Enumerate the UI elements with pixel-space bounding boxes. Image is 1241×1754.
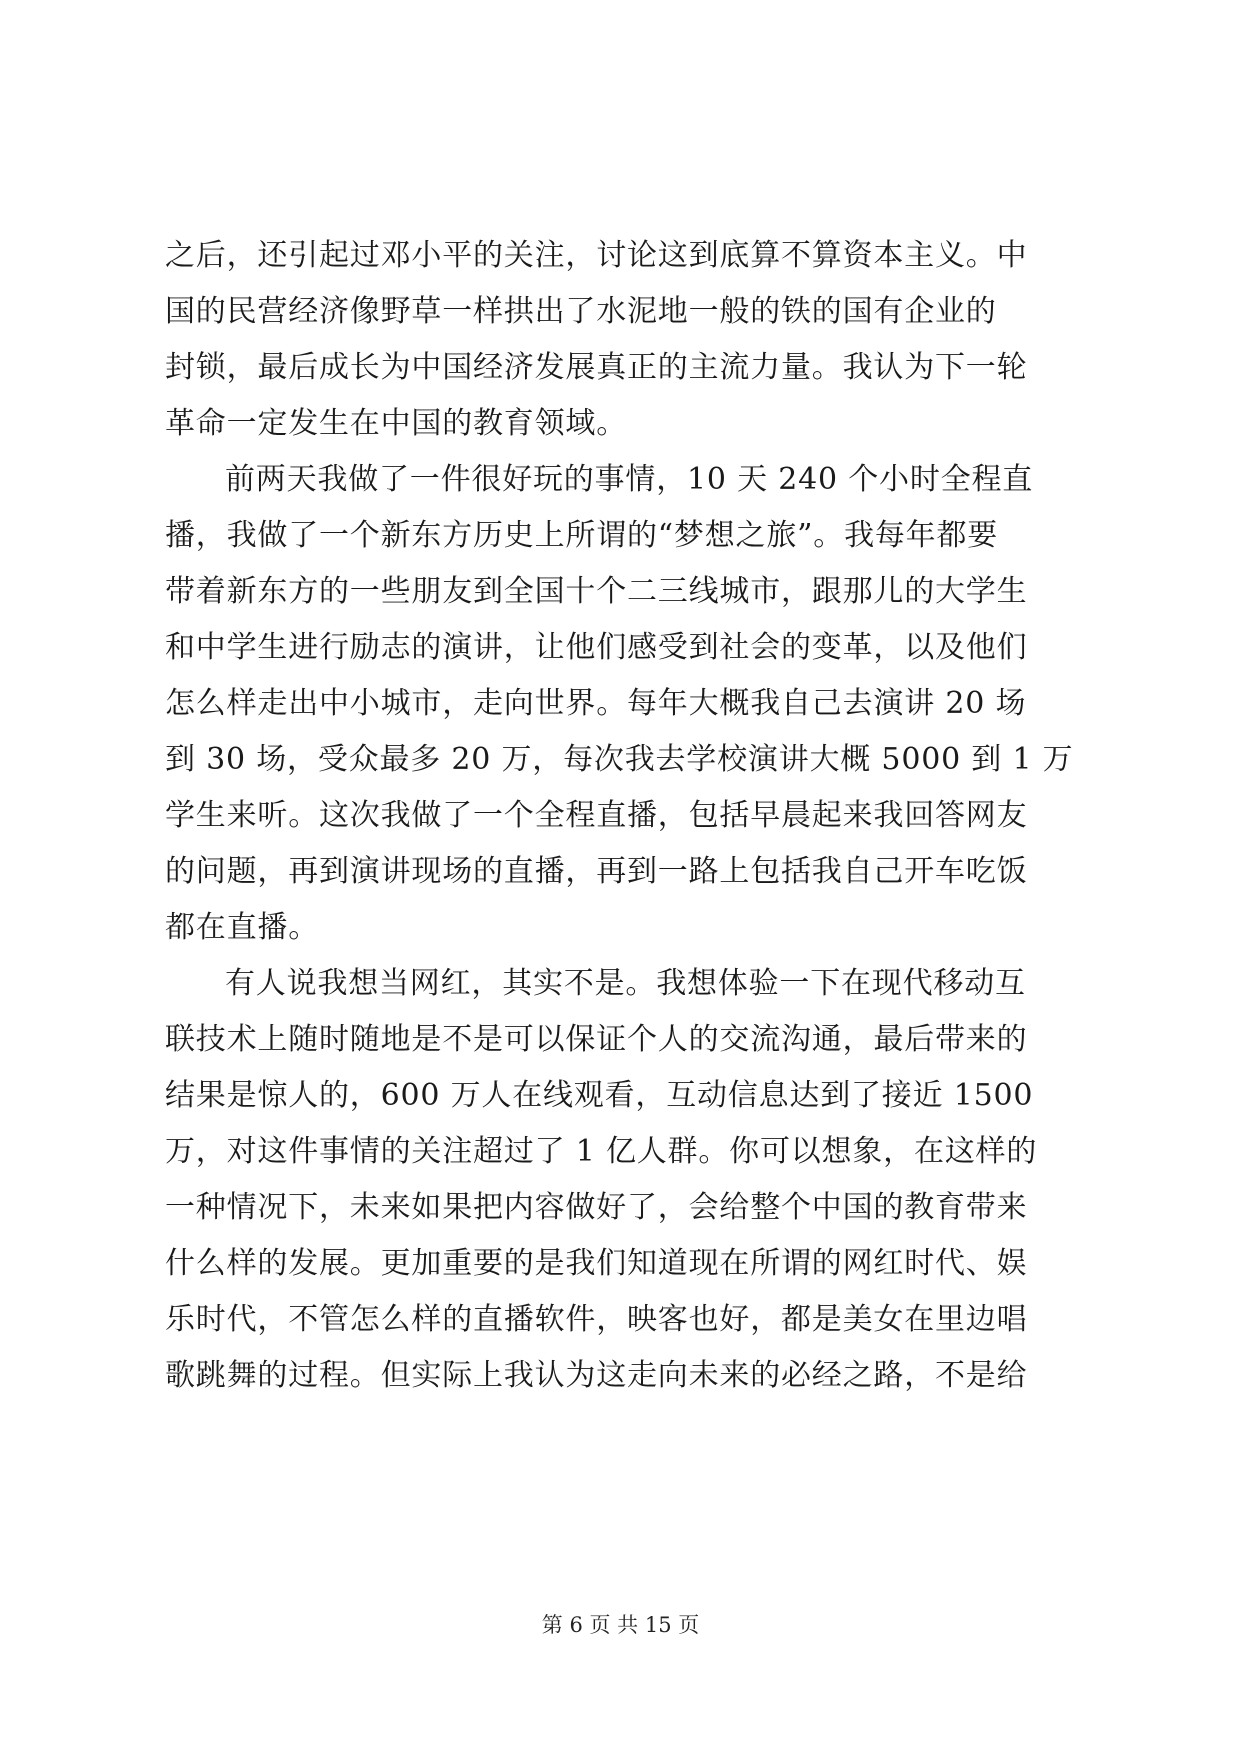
text-line: 联技术上随时随地是不是可以保证个人的交流沟通，最后带来的 [165,1022,1028,1057]
text-line: 万，对这件事情的关注超过了 1 亿人群。你可以想象，在这样的 [165,1134,1038,1169]
text-line: 什么样的发展。更加重要的是我们知道现在所谓的网红时代、娱 [165,1246,1028,1281]
text-line: 之后，还引起过邓小平的关注，讨论这到底算不算资本主义。中 [165,238,1028,273]
paragraph [165,452,1075,956]
text-line: 一种情况下，未来如果把内容做好了，会给整个中国的教育带来 [165,1190,1028,1225]
text-line: 前两天我做了一件很好玩的事情，10 天 240 个小时全程直 [225,462,1034,497]
text-line: 怎么样走出中小城市，走向世界。每年大概我自己去演讲 20 场 [165,686,1027,721]
text-line: 的问题，再到演讲现场的直播，再到一路上包括我自己开车吃饭 [165,854,1028,889]
text-line: 播，我做了一个新东方历史上所谓的“梦想之旅”。我每年都要 [165,518,999,553]
paragraph [165,228,1075,452]
page-footer: 第 6 页 共 15 页 [541,1613,700,1637]
text-line: 和中学生进行励志的演讲，让他们感受到社会的变革，以及他们 [165,630,1028,665]
text-line: 乐时代，不管怎么样的直播软件，映客也好，都是美女在里边唱 [165,1302,1028,1337]
text-line: 都在直播。 [165,910,319,945]
document-body [165,228,1075,1404]
paragraph [165,956,1075,1404]
text-line: 带着新东方的一些朋友到全国十个二三线城市，跟那儿的大学生 [165,574,1028,609]
text-line: 封锁，最后成长为中国经济发展真正的主流力量。我认为下一轮 [165,350,1028,385]
text-line: 学生来听。这次我做了一个全程直播，包括早晨起来我回答网友 [165,798,1028,833]
text-line: 革命一定发生在中国的教育领域。 [165,406,627,441]
text-line: 歌跳舞的过程。但实际上我认为这走向未来的必经之路，不是给 [165,1358,1028,1393]
text-line: 有人说我想当网红，其实不是。我想体验一下在现代移动互 [225,966,1026,1001]
text-line: 国的民营经济像野草一样拱出了水泥地一般的铁的国有企业的 [165,294,997,329]
text-line: 结果是惊人的，600 万人在线观看，互动信息达到了接近 1500 [165,1078,1034,1113]
text-line: 到 30 场，受众最多 20 万，每次我去学校演讲大概 5000 到 1 万 [165,742,1074,777]
